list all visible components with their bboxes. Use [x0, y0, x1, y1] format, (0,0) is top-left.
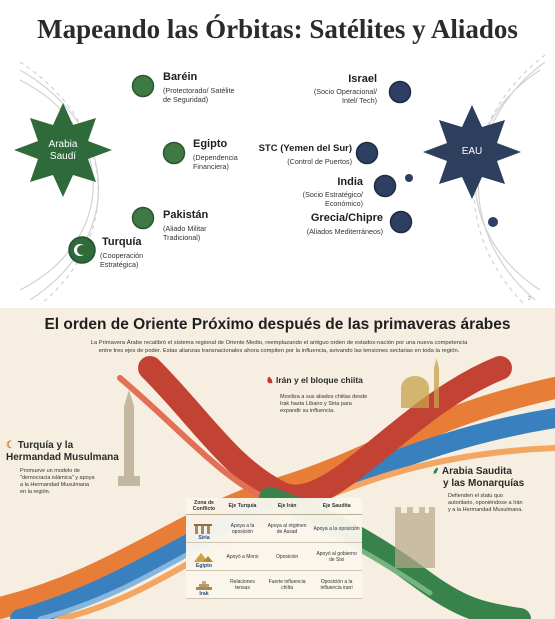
country-cell: Irak: [186, 571, 222, 599]
turkey-bloc-desc: Promueve un modelo de "democracia islámica" y apoya a la Hermandad Musulmana en la región.: [20, 468, 95, 495]
table-row: [186, 515, 362, 543]
conflict-zone-table: [186, 498, 362, 599]
infographic-subtitle: La Primavera Árabe recalibró el sistema regional de Oriente Medio, reemplazando el antiguo orden de estados-nación por una nueva competencia entre tres ejes de poder. Estas alianzas transnacionales ahora compiten por la influencia, avivando las tensiones sectarias en toda la región.: [90, 340, 468, 354]
saudi-bloc-label: ⸙ Arabia Saudita y las Monarquías: [432, 466, 525, 489]
right-orbits: [474, 55, 545, 305]
column-header: Zona de Conflicto: [186, 498, 222, 515]
table-cell: Apoya al régimen de Assad: [263, 515, 311, 543]
minaret-icon: [118, 390, 140, 486]
column-header: Eje Turquía: [222, 498, 263, 515]
node-label-turkey: Turquía: [102, 236, 142, 248]
turkey-bloc-label: ☾ Turquía y la Hermandad Musulmana: [6, 440, 119, 463]
slide-number: 2: [528, 296, 531, 302]
node-desc-turkey: (Cooperación Estratégica): [100, 251, 144, 269]
node-desc-india: (Socio Estratégico/ Económico): [302, 190, 363, 208]
node-desc-stc: (Control de Puertos): [287, 157, 352, 166]
columns-icon: [194, 524, 214, 534]
saudi-bloc-desc: Defienden el statu quo autoritario, oponiéndose a Irán y a la Hermandad Musulmana.: [448, 493, 523, 513]
node-label-bahrain: Baréin: [163, 71, 198, 83]
table-row: [186, 543, 362, 571]
greece-cyprus-node-icon: [391, 212, 412, 233]
egypt-node-icon: [164, 143, 185, 164]
node-label-stc: STC (Yemen del Sur): [258, 143, 352, 154]
node-label-india: India: [337, 176, 363, 188]
iran-bloc-desc: Moviliza a sus aliados chiitas desde Irak hasta Líbano y Siria para expandir su influencia.: [280, 394, 368, 414]
country-cell: Siria: [186, 515, 222, 543]
table-cell: Apoyó al gobierno de Sisi: [311, 543, 362, 571]
fort-icon: [395, 507, 435, 568]
table-cell: Apoya a la oposición: [311, 515, 362, 543]
table-cell: Oposición: [263, 543, 311, 571]
table-cell: Apoyó a Morsi: [222, 543, 263, 571]
node-desc-bahrain: (Protectorado/ Satélite de Seguridad): [163, 86, 235, 104]
node-desc-greece-cyprus: (Aliados Mediterráneos): [306, 227, 383, 236]
table-cell: Relaciones tensas: [222, 571, 263, 599]
node-desc-pakistan: (Aliado Militar Tradicional): [163, 224, 207, 242]
orbit-arc: [474, 55, 545, 305]
slide-title: Mapeando las Órbitas: Satélites y Aliados: [37, 14, 518, 44]
saudi-hub-label: Arabia Saudí: [48, 139, 78, 162]
node-label-greece-cyprus: Grecia/Chipre: [310, 212, 383, 224]
middle-east-order-infographic: [0, 308, 555, 619]
pakistan-node-icon: [133, 208, 154, 229]
uae-hub-label: EAU: [461, 146, 483, 157]
orbit-arc: [475, 70, 540, 290]
infographic-title: El orden de Oriente Próximo después de las primaveras árabes: [44, 316, 511, 333]
iran-bloc-label: ♞ Irán y el bloque chiita: [266, 375, 363, 385]
israel-node-icon: [390, 82, 411, 103]
stc-node-icon: [357, 143, 378, 164]
country-cell: Egipto: [186, 543, 222, 571]
pyramid-icon: [194, 552, 214, 562]
india-node-icon: [375, 176, 396, 197]
node-label-israel: Israel: [348, 73, 377, 85]
orbits-slide: [0, 0, 555, 306]
small-orbit-node-icon: [488, 217, 498, 227]
node-desc-egypt: (Dependencia Financiera): [193, 153, 238, 171]
ziggurat-icon: [194, 580, 214, 590]
bahrain-node-icon: [133, 76, 154, 97]
table-header-row: [186, 498, 362, 515]
table-cell: Apoya a la oposición: [222, 515, 263, 543]
crescent-icon: ☾: [6, 440, 15, 451]
node-desc-israel: (Socio Operacional/ Intel/ Tech): [313, 87, 377, 105]
table-row: [186, 571, 362, 599]
table-cell: Oposición a la influencia iraní: [311, 571, 362, 599]
palm-swords-icon: ⸙: [432, 466, 440, 477]
lion-icon: ♞: [266, 375, 274, 385]
small-orbit-node-icon: [405, 174, 413, 182]
column-header: Eje Irán: [263, 498, 311, 515]
node-label-egypt: Egipto: [193, 138, 228, 150]
column-header: Eje Saudita: [311, 498, 362, 515]
node-label-pakistan: Pakistán: [163, 209, 209, 221]
table-cell: Fuerte influencia chiíta: [263, 571, 311, 599]
orbit-arc: [478, 62, 545, 300]
